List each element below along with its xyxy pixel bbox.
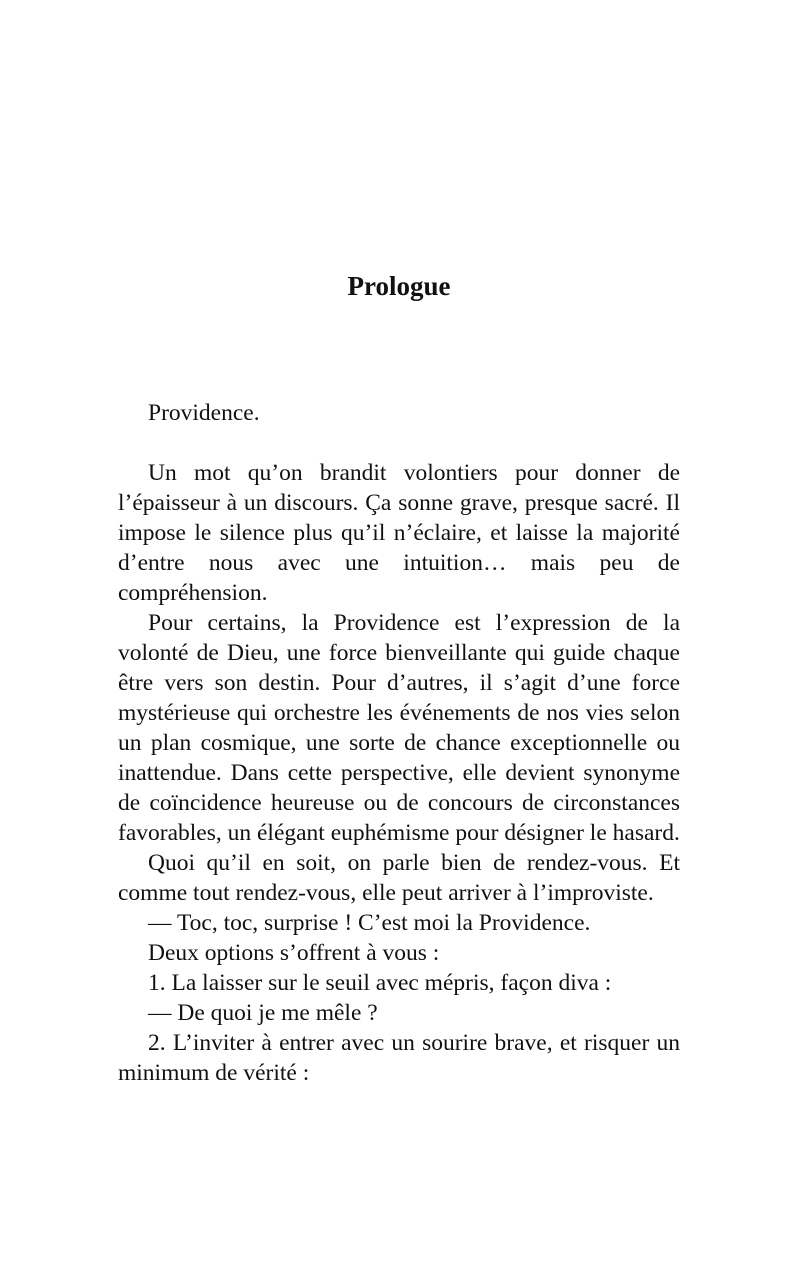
paragraph-providence: Providence. (148, 400, 260, 426)
paragraph-un-mot: Un mot qu’on brandit volontiers pour donner de l’épaisseur à un discours. Ça sonne grave, presque sacré. Il impose le silence plus qu’il n’éclaire, et laisse la majorité d’entre nous avec une intuition… mais peu de compréhension. (118, 460, 680, 606)
dialogue-toc-toc: — Toc, toc, surprise ! C’est moi la Providence. (148, 910, 591, 936)
dialogue-de-quoi: — De quoi je me mêle ? (148, 1000, 378, 1026)
option-one: 1. La laisser sur le seuil avec mépris, façon diva : (148, 970, 612, 996)
paragraph-pour-certains: Pour certains, la Providence est l’expression de la volonté de Dieu, une force bienveillante qui guide chaque être vers son destin. Pour d’autres, il s’agit d’une force mystérieuse qui orchestre les événements de nos vies selon un plan cosmique, une sorte de chance exceptionnelle ou inattendue. Dans cette perspective, elle devient synonyme de coïncidence heureuse ou de concours de circonstances favorables, un élégant euphémisme pour désigner le hasard. (118, 610, 680, 846)
chapter-body (118, 398, 680, 1088)
option-two: 2. L’inviter à entrer avec un sourire brave, et risquer un minimum de vérité : (118, 1030, 680, 1086)
paragraph-quoi-quil-en-soit: Quoi qu’il en soit, on parle bien de rendez-vous. Et comme tout rendez-vous, elle peut arriver à l’improviste. (118, 850, 680, 906)
chapter-title: Prologue (347, 271, 451, 301)
paragraph-deux-options: Deux options s’offrent à vous : (148, 940, 440, 966)
